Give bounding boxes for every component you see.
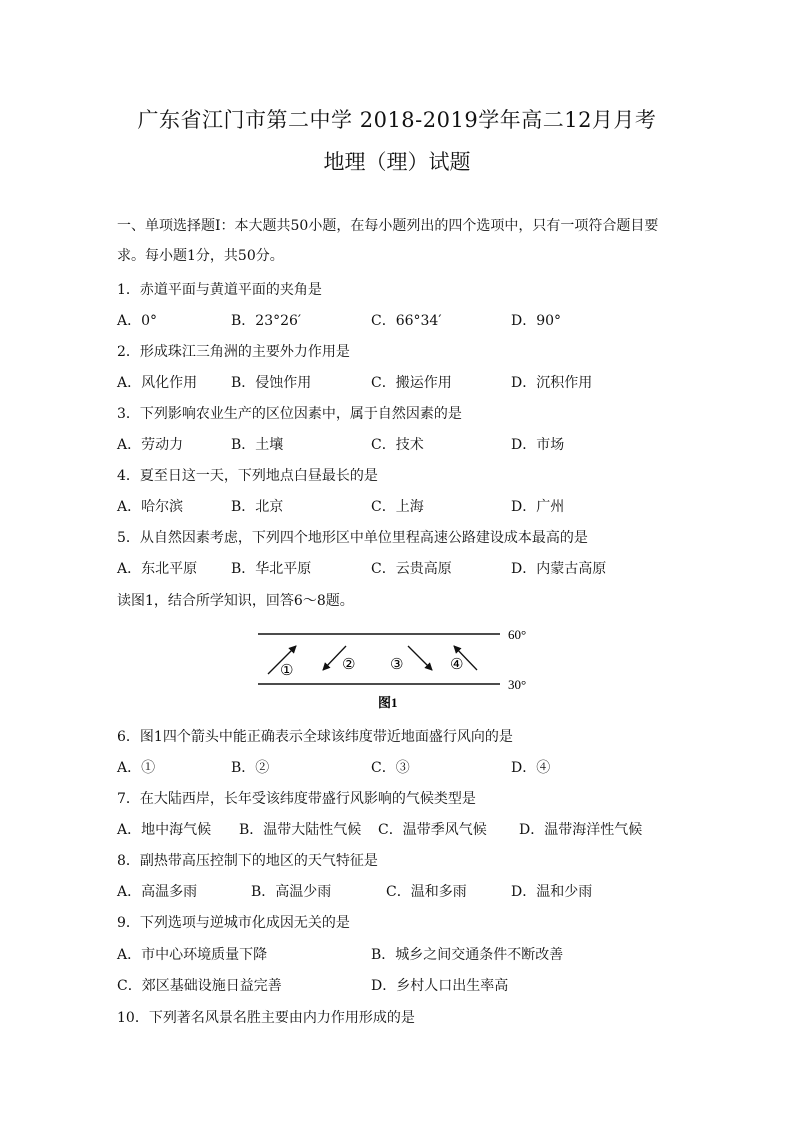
- question-8-option-a: A．高温多雨: [117, 884, 198, 900]
- document-title: 广东省江门市第二中学 2018-2019学年高二12月月考: [137, 108, 657, 132]
- question-1-option-d: D．90°: [511, 313, 562, 329]
- question-1-option-b: B．23°26′: [231, 313, 302, 329]
- question-6-option-c: C．③: [371, 760, 410, 776]
- question-9-option-a: A．市中心环境质量下降: [117, 947, 268, 963]
- arrow-3: [408, 646, 432, 670]
- latitude-label-30: 30°: [508, 677, 527, 692]
- question-2-option-a: A．风化作用: [117, 375, 198, 391]
- question-5-stem: 5．从自然因素考虑，下列四个地形区中单位里程高速公路建设成本最高的是: [117, 530, 588, 546]
- arrow-4-marker: ④: [450, 655, 464, 673]
- question-10-stem: 10．下列著名风景名胜主要由内力作用形成的是: [117, 1010, 415, 1026]
- question-5-option-a: A．东北平原: [117, 561, 198, 577]
- question-8-option-d: D．温和少雨: [511, 884, 593, 900]
- question-9-option-c: C．郊区基础设施日益完善: [117, 978, 282, 994]
- arrow-1-marker: ①: [280, 661, 294, 679]
- arrow-2-marker: ②: [342, 655, 356, 673]
- question-4-option-a: A．哈尔滨: [117, 499, 184, 515]
- document-subtitle: 地理（理）试题: [323, 150, 471, 174]
- question-5-option-b: B．华北平原: [231, 561, 312, 577]
- question-8-stem: 8．副热带高压控制下的地区的天气特征是: [117, 853, 378, 869]
- question-8-option-b: B．高温少雨: [251, 884, 332, 900]
- question-2-stem: 2．形成珠江三角洲的主要外力作用是: [117, 344, 350, 360]
- question-3-option-b: B．土壤: [231, 437, 284, 453]
- question-4-option-b: B．北京: [231, 499, 284, 515]
- latitude-label-60: 60°: [508, 627, 527, 642]
- question-5-option-d: D．内蒙古高原: [511, 561, 607, 577]
- question-3-option-a: A．劳动力: [117, 437, 184, 453]
- question-7-option-a: A．地中海气候: [117, 822, 212, 838]
- question-7-option-b: B．温带大陆性气候: [239, 822, 362, 838]
- question-7-stem: 7．在大陆西岸，长年受该纬度带盛行风影响的气候类型是: [117, 791, 476, 807]
- question-2-option-d: D．沉积作用: [511, 375, 593, 391]
- figure-1: [250, 622, 540, 712]
- question-6-option-d: D．④: [511, 760, 551, 776]
- figure-caption: 图1: [378, 695, 398, 710]
- question-6-option-a: A．①: [117, 760, 156, 776]
- question-7-option-d: D．温带海洋性气候: [519, 822, 643, 838]
- question-3-stem: 3．下列影响农业生产的区位因素中，属于自然因素的是: [117, 406, 462, 422]
- figure-instruction: 读图1，结合所学知识，回答6～8题。: [117, 593, 354, 609]
- question-8-option-c: C．温和多雨: [386, 884, 467, 900]
- question-3-option-d: D．市场: [511, 437, 565, 453]
- question-9-option-d: D．乡村人口出生率高: [371, 978, 509, 994]
- question-7-option-c: C．温带季风气候: [378, 822, 487, 838]
- question-9-stem: 9．下列选项与逆城市化成因无关的是: [117, 915, 350, 931]
- question-4-stem: 4．夏至日这一天，下列地点白昼最长的是: [117, 468, 378, 484]
- question-6-stem: 6．图1四个箭头中能正确表示全球该纬度带近地面盛行风向的是: [117, 729, 513, 745]
- section-intro-line-2: 求。每小题1分，共50分。: [117, 248, 284, 264]
- question-4-option-d: D．广州: [511, 499, 565, 515]
- question-2-option-b: B．侵蚀作用: [231, 375, 312, 391]
- question-9-option-b: B．城乡之间交通条件不断改善: [371, 947, 564, 963]
- section-intro-line-1: 一、单项选择题I：本大题共50小题，在每小题列出的四个选项中，只有一项符合题目要: [117, 218, 659, 234]
- arrow-3-marker: ③: [390, 655, 404, 673]
- question-3-option-c: C．技术: [371, 437, 424, 453]
- question-6-option-b: B．②: [231, 760, 270, 776]
- question-5-option-c: C．云贵高原: [371, 561, 452, 577]
- question-1-option-c: C．66°34′: [371, 313, 442, 329]
- question-4-option-c: C．上海: [371, 499, 424, 515]
- question-2-option-c: C．搬运作用: [371, 375, 452, 391]
- question-1-option-a: A．0°: [117, 313, 158, 329]
- question-1-stem: 1．赤道平面与黄道平面的夹角是: [117, 282, 322, 298]
